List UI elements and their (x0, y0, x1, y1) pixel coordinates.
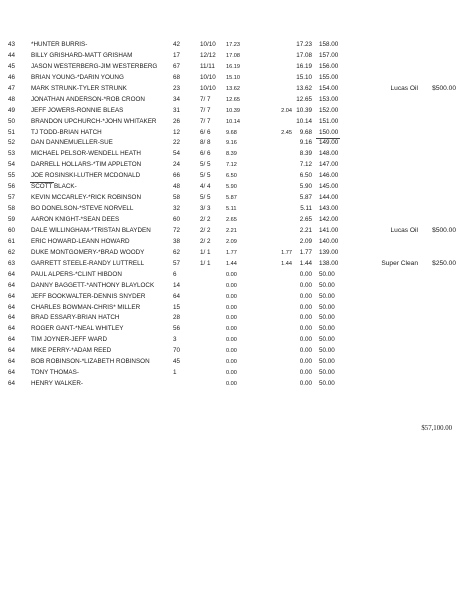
place-cell: 46 (8, 73, 16, 81)
fish-count-cell: 12/12 (200, 51, 216, 59)
place-cell: 60 (8, 226, 16, 234)
table-row (0, 292, 464, 303)
boat-number-cell: 38 (173, 237, 181, 245)
place-cell: 63 (8, 259, 16, 267)
winnings-cell: 145.00 (319, 183, 339, 191)
table-row (0, 303, 464, 314)
team-cell: JOE ROSINSKI-LUTHER MCDONALD (31, 172, 141, 180)
weight-cell: 15.10 (226, 74, 240, 81)
table-row (0, 270, 464, 281)
place-cell: 56 (8, 183, 16, 191)
table-row (0, 138, 464, 149)
weight-cell: 9.68 (226, 129, 237, 136)
place-cell: 57 (8, 194, 16, 202)
place-cell: 51 (8, 128, 16, 136)
total-weight-cell: 6.50 (299, 172, 312, 180)
winnings-cell: 150.00 (319, 128, 339, 136)
team-cell: DARRELL HOLLARS-*TIM APPLETON (31, 161, 142, 169)
big-fish-cell: 2.45 (281, 129, 292, 136)
team-cell: JEFF JOWERS-RONNIE BLEAS (31, 106, 124, 114)
winnings-cell: 50.00 (319, 380, 335, 388)
weight-cell: 0.00 (226, 293, 237, 300)
place-cell: 61 (8, 237, 16, 245)
table-row (0, 128, 464, 139)
winnings-cell: 156.00 (319, 62, 339, 70)
fish-count-cell: 10/10 (200, 84, 216, 92)
weight-cell: 10.39 (226, 107, 240, 114)
team-cell: *HUNTER BURRIS- (31, 41, 88, 48)
table-row (0, 149, 464, 160)
total-weight-cell: 0.00 (299, 292, 312, 300)
underline-mark (316, 138, 340, 139)
place-cell: 64 (8, 281, 16, 289)
team-cell: BRANDON UPCHURCH-*JOHN WHITAKER (31, 117, 157, 125)
team-cell: DALE WILLINGHAM-*TRISTAN BLAYDEN (31, 226, 151, 234)
weight-cell: 1.77 (226, 249, 237, 256)
team-cell: BRAD ESSARY-BRIAN HATCH (31, 314, 120, 322)
sponsor-cell: Lucas Oil (390, 226, 418, 234)
weight-cell: 0.00 (226, 381, 237, 388)
weight-cell: 0.00 (226, 370, 237, 377)
total-weight-cell: 0.00 (299, 281, 312, 289)
winnings-cell: 50.00 (319, 314, 335, 322)
winnings-cell: 144.00 (319, 194, 339, 202)
total-weight-cell: 2.21 (299, 226, 312, 234)
winnings-cell: 142.00 (319, 216, 339, 223)
team-cell: TIM JOYNER-JEFF WARD (31, 336, 108, 344)
team-cell: GARRETT STEELE-RANDY LUTTRELL (31, 259, 145, 267)
big-fish-cell: 1.77 (281, 249, 292, 256)
weight-cell: 0.00 (226, 326, 237, 333)
weight-cell: 17.23 (226, 42, 240, 48)
big-fish-cell: 1.44 (281, 260, 292, 267)
place-cell: 43 (8, 41, 16, 48)
boat-number-cell: 3 (173, 336, 177, 344)
table-row (0, 368, 464, 379)
table-row (0, 313, 464, 324)
place-cell: 59 (8, 216, 16, 223)
place-cell: 64 (8, 325, 16, 333)
boat-number-cell: 48 (173, 183, 181, 191)
winnings-cell: 50.00 (319, 369, 335, 377)
place-cell: 64 (8, 347, 16, 355)
bonus-amount-cell: $500.00 (432, 84, 456, 92)
fish-count-cell: 7/ 7 (200, 95, 211, 103)
bonus-amount-cell: $250.00 (432, 259, 456, 267)
weight-cell: 0.00 (226, 337, 237, 344)
weight-cell: 0.00 (226, 304, 237, 311)
total-weight-cell: 0.00 (299, 325, 312, 333)
weight-cell: 0.00 (226, 315, 237, 322)
table-row (0, 226, 464, 237)
big-fish-cell: 2.04 (281, 107, 292, 114)
total-weight-cell: 8.39 (299, 150, 312, 158)
table-row (0, 237, 464, 248)
bonus-amount-cell: $500.00 (432, 226, 456, 234)
team-cell: BO DONELSON-*STEVE NORVELL (31, 205, 134, 213)
table-row (0, 346, 464, 357)
winnings-cell: 155.00 (319, 73, 339, 81)
fish-count-cell: 3/ 3 (200, 205, 211, 213)
table-row (0, 215, 464, 226)
place-cell: 62 (8, 248, 16, 256)
winnings-cell: 157.00 (319, 51, 339, 59)
table-row (0, 248, 464, 259)
total-weight-cell: 10.39 (296, 106, 312, 114)
total-weight-cell: 15.10 (296, 73, 312, 81)
table-row (0, 281, 464, 292)
place-cell: 50 (8, 117, 16, 125)
grand-total: $57,100.00 (421, 425, 452, 432)
fish-count-cell: 4/ 4 (200, 183, 211, 191)
boat-number-cell: 26 (173, 117, 181, 125)
table-row (0, 160, 464, 171)
fish-count-cell: 6/ 6 (200, 128, 211, 136)
fish-count-cell: 11/11 (200, 62, 215, 70)
weight-cell: 0.00 (226, 282, 237, 289)
weight-cell: 0.00 (226, 271, 237, 278)
total-weight-cell: 0.00 (299, 369, 312, 377)
team-cell: CHARLES BOWMAN-CHRIS* MILLER (31, 303, 141, 311)
place-cell: 64 (8, 358, 16, 366)
team-cell: ERIC HOWARD-LEANN HOWARD (31, 237, 130, 245)
place-cell: 58 (8, 205, 16, 213)
boat-number-cell: 22 (173, 139, 181, 147)
total-weight-cell: 5.90 (299, 183, 312, 191)
weight-cell: 16.19 (226, 63, 240, 70)
total-weight-cell: 0.00 (299, 347, 312, 355)
fish-count-cell: 2/ 2 (200, 226, 211, 234)
table-row (0, 117, 464, 128)
place-cell: 53 (8, 150, 16, 158)
boat-number-cell: 14 (173, 281, 181, 289)
team-cell: DUKE MONTGOMERY-*BRAD WOODY (31, 248, 145, 256)
boat-number-cell: 12 (173, 128, 181, 136)
weight-cell: 5.11 (226, 206, 237, 213)
table-row (0, 171, 464, 182)
winnings-cell: 146.00 (319, 172, 339, 180)
place-cell: 64 (8, 292, 16, 300)
total-weight-cell: 17.08 (296, 51, 312, 59)
place-cell: 64 (8, 270, 16, 278)
boat-number-cell: 17 (173, 51, 181, 59)
winnings-cell: 151.00 (319, 117, 339, 125)
weight-cell: 8.39 (226, 151, 237, 158)
boat-number-cell: 6 (173, 270, 177, 278)
table-row (0, 357, 464, 368)
fish-count-cell: 1/ 1 (200, 248, 211, 256)
total-weight-cell: 9.68 (299, 128, 312, 136)
fish-count-cell: 5/ 5 (200, 194, 211, 202)
team-cell: SCOTT BLACK- (31, 183, 77, 191)
boat-number-cell: 32 (173, 205, 181, 213)
winnings-cell: 138.00 (319, 259, 339, 267)
weight-cell: 5.87 (226, 195, 237, 202)
winnings-cell: 50.00 (319, 303, 335, 311)
winnings-cell: 147.00 (319, 161, 339, 169)
fish-count-cell: 5/ 5 (200, 172, 211, 180)
sponsor-cell: Super Clean (381, 259, 418, 267)
boat-number-cell: 54 (173, 150, 181, 158)
team-cell: DANNY BAGGETT-*ANTHONY BLAYLOCK (31, 281, 155, 289)
total-weight-cell: 2.09 (299, 237, 312, 245)
fish-count-cell: 7/ 7 (200, 117, 211, 125)
weight-cell: 10.14 (226, 118, 240, 125)
fish-count-cell: 1/ 1 (200, 259, 211, 267)
total-weight-cell: 5.87 (299, 194, 312, 202)
team-cell: BRIAN YOUNG-*DARIN YOUNG (31, 73, 124, 81)
team-cell: KEVIN MCCARLEY-*RICK ROBINSON (31, 194, 141, 202)
weight-cell: 6.50 (226, 173, 237, 180)
table-row (0, 204, 464, 215)
boat-number-cell: 57 (173, 259, 181, 267)
boat-number-cell: 56 (173, 325, 181, 333)
weight-cell: 2.21 (226, 227, 237, 234)
weight-cell: 1.44 (226, 260, 237, 267)
table-row (0, 62, 464, 73)
weight-cell: 9.16 (226, 140, 237, 147)
winnings-cell: 143.00 (319, 205, 339, 213)
total-weight-cell: 13.62 (296, 84, 312, 92)
weight-cell: 13.62 (226, 85, 240, 92)
table-row (0, 73, 464, 84)
team-cell: JONATHAN ANDERSON-*ROB CROON (31, 95, 145, 103)
weight-cell: 5.90 (226, 184, 237, 191)
winnings-cell: 139.00 (319, 248, 339, 256)
table-row (0, 193, 464, 204)
weight-cell: 7.12 (226, 162, 237, 169)
boat-number-cell: 23 (173, 84, 181, 92)
winnings-cell: 50.00 (319, 281, 335, 289)
total-weight-cell: 1.44 (299, 259, 312, 267)
winnings-cell: 154.00 (319, 84, 339, 92)
winnings-cell: 149.00 (319, 139, 339, 147)
winnings-cell: 141.00 (319, 226, 339, 234)
place-cell: 49 (8, 106, 16, 114)
place-cell: 64 (8, 369, 16, 377)
total-weight-cell: 12.65 (296, 95, 312, 103)
boat-number-cell: 62 (173, 248, 181, 256)
team-cell: BILLY GRISHARD-MATT GRISHAM (31, 51, 133, 59)
sponsor-cell: Lucas Oil (390, 84, 418, 92)
total-weight-cell: 5.11 (300, 205, 312, 213)
boat-number-cell: 24 (173, 161, 181, 169)
results-table (0, 40, 464, 390)
team-cell: MARK STRUNK-TYLER STRUNK (31, 84, 127, 92)
boat-number-cell: 68 (173, 73, 181, 81)
fish-count-cell: 8/ 8 (200, 139, 211, 147)
team-cell: JEFF BOOKWALTER-DENNIS SNYDER (31, 292, 146, 300)
boat-number-cell: 58 (173, 194, 181, 202)
boat-number-cell: 1 (173, 369, 177, 377)
fish-count-cell: 10/10 (200, 41, 216, 48)
weight-cell: 2.65 (226, 217, 237, 223)
winnings-cell: 50.00 (319, 347, 335, 355)
winnings-cell: 50.00 (319, 270, 335, 278)
fish-count-cell: 10/10 (200, 73, 216, 81)
boat-number-cell: 72 (173, 226, 181, 234)
weight-cell: 0.00 (226, 348, 237, 355)
weight-cell: 12.65 (226, 96, 240, 103)
winnings-cell: 50.00 (319, 292, 335, 300)
total-weight-cell: 7.12 (299, 161, 312, 169)
fish-count-cell: 5/ 5 (200, 161, 211, 169)
table-row (0, 259, 464, 270)
underline-mark (30, 182, 54, 183)
place-cell: 47 (8, 84, 16, 92)
place-cell: 45 (8, 62, 16, 70)
boat-number-cell: 64 (173, 292, 181, 300)
boat-number-cell: 70 (173, 347, 181, 355)
team-cell: AARON KNIGHT-*SEAN DEES (31, 216, 120, 223)
place-cell: 54 (8, 161, 16, 169)
table-row (0, 106, 464, 117)
table-row (0, 95, 464, 106)
total-weight-cell: 17.23 (296, 41, 312, 48)
table-row (0, 51, 464, 62)
team-cell: ROGER GANT-*NEAL WHITLEY (31, 325, 124, 333)
team-cell: DAN DANNEMUELLER-SUE (31, 139, 113, 147)
place-cell: 48 (8, 95, 16, 103)
total-weight-cell: 10.14 (296, 117, 312, 125)
weight-cell: 0.00 (226, 359, 237, 366)
boat-number-cell: 67 (173, 62, 181, 70)
boat-number-cell: 28 (173, 314, 181, 322)
boat-number-cell: 34 (173, 95, 181, 103)
boat-number-cell: 31 (173, 106, 181, 114)
winnings-cell: 50.00 (319, 358, 335, 366)
total-weight-cell: 0.00 (299, 380, 312, 388)
total-weight-cell: 0.00 (299, 270, 312, 278)
place-cell: 64 (8, 314, 16, 322)
total-weight-cell: 9.16 (299, 139, 312, 147)
team-cell: BOB ROBINSON-*LIZABETH ROBINSON (31, 358, 150, 366)
winnings-cell: 148.00 (319, 150, 339, 158)
total-weight-cell: 0.00 (299, 358, 312, 366)
winnings-cell: 158.00 (319, 41, 339, 48)
total-weight-cell: 0.00 (299, 314, 312, 322)
table-row (0, 324, 464, 335)
boat-number-cell: 66 (173, 172, 181, 180)
winnings-cell: 153.00 (319, 95, 339, 103)
winnings-cell: 152.00 (319, 106, 339, 114)
table-row (0, 335, 464, 346)
fish-count-cell: 2/ 2 (200, 237, 211, 245)
boat-number-cell: 42 (173, 41, 181, 48)
winnings-cell: 50.00 (319, 336, 335, 344)
boat-number-cell: 15 (173, 303, 181, 311)
team-cell: HENRY WALKER- (31, 380, 84, 388)
boat-number-cell: 60 (173, 216, 181, 223)
table-row (0, 379, 464, 390)
total-weight-cell: 2.65 (299, 216, 312, 223)
total-weight-cell: 0.00 (299, 336, 312, 344)
team-cell: JASON WESTERBERG-JIM WESTERBERG (31, 62, 158, 70)
team-cell: MIKE PERRY-*ADAM REED (31, 347, 112, 355)
boat-number-cell: 45 (173, 358, 181, 366)
total-weight-cell: 1.77 (299, 248, 312, 256)
team-cell: TJ TODD-BRIAN HATCH (31, 128, 102, 136)
winnings-cell: 50.00 (319, 325, 335, 333)
table-row (0, 182, 464, 193)
fish-count-cell: 2/ 2 (200, 216, 211, 223)
fish-count-cell: 6/ 6 (200, 150, 211, 158)
place-cell: 64 (8, 380, 16, 388)
place-cell: 64 (8, 336, 16, 344)
place-cell: 55 (8, 172, 16, 180)
place-cell: 52 (8, 139, 16, 147)
weight-cell: 2.09 (226, 238, 237, 245)
winnings-cell: 140.00 (319, 237, 339, 245)
team-cell: MICHAEL PELSOR-WENDELL HEATH (31, 150, 141, 158)
table-row (0, 84, 464, 95)
weight-cell: 17.08 (226, 52, 240, 59)
place-cell: 44 (8, 51, 16, 59)
total-weight-cell: 0.00 (299, 303, 312, 311)
fish-count-cell: 7/ 7 (200, 106, 211, 114)
team-cell: TONY THOMAS- (31, 369, 79, 377)
table-row (0, 40, 464, 51)
total-weight-cell: 16.19 (296, 62, 312, 70)
place-cell: 64 (8, 303, 16, 311)
team-cell: PAUL ALPERS-*CLINT HIBDON (31, 270, 122, 278)
